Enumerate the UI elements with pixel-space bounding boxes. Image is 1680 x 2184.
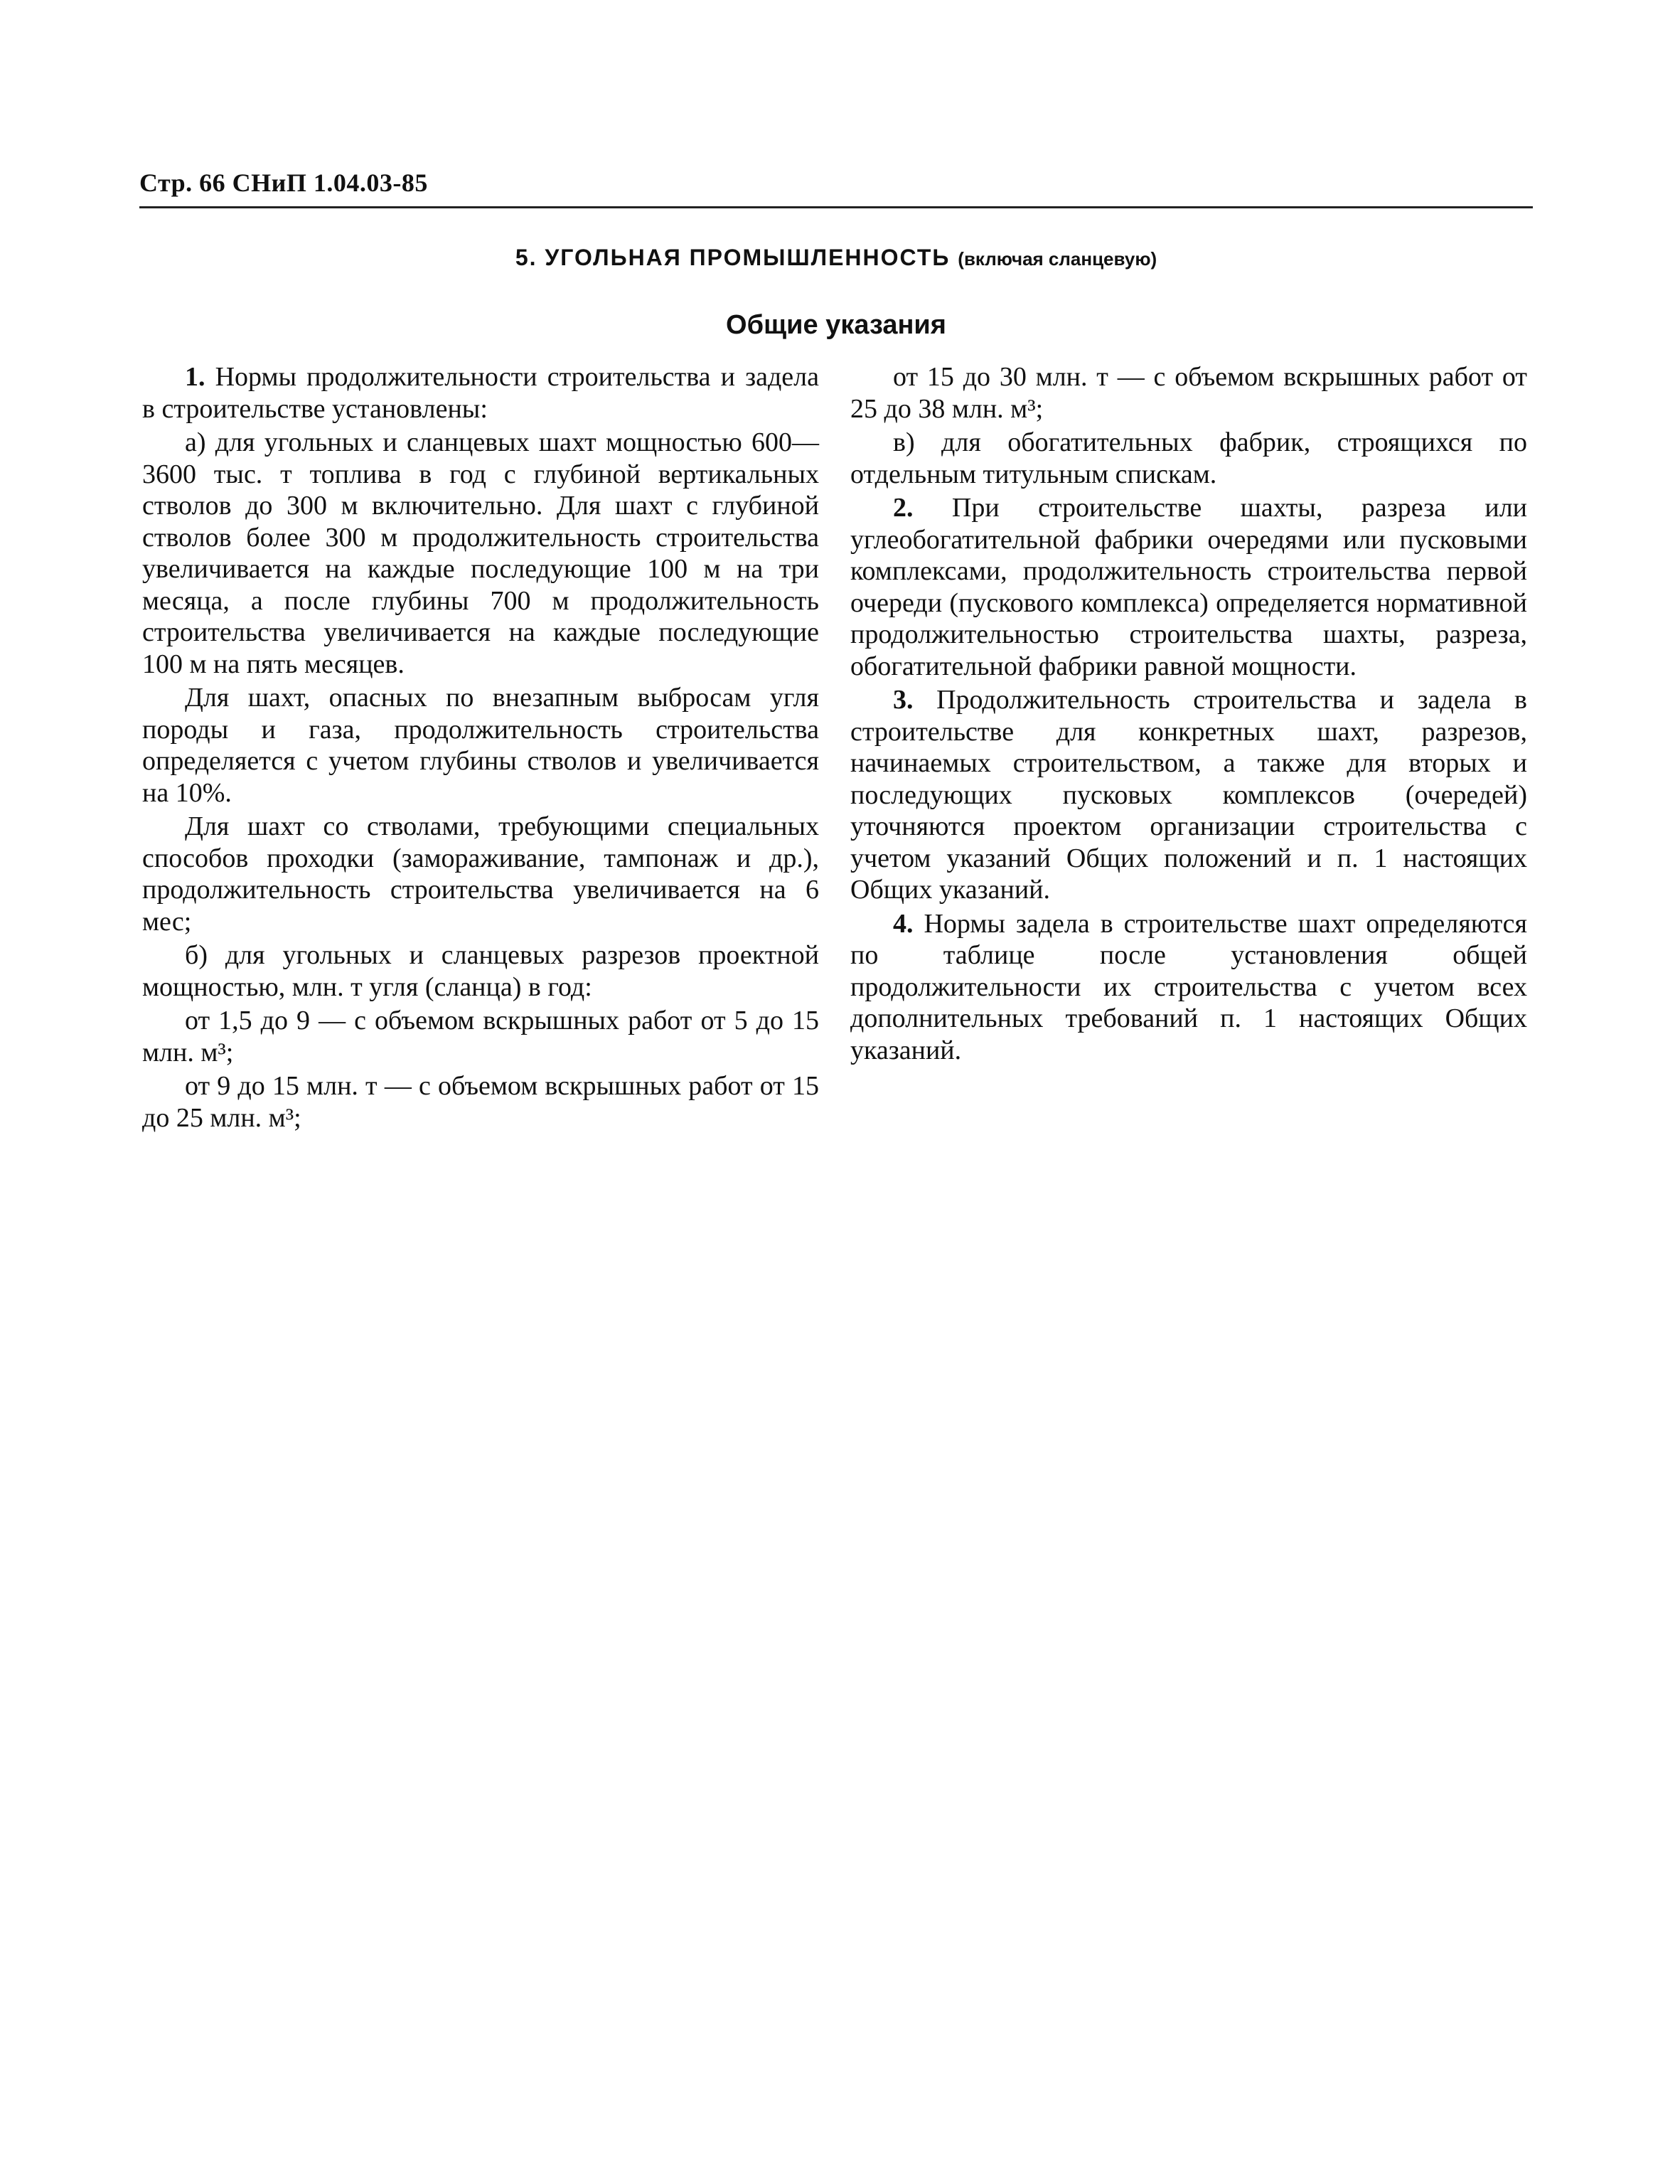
- left-column: [142, 361, 819, 1136]
- paragraph-1a-special-sinking: Для шахт со стволами, требующими специальных способов проходки (замораживание, тампонаж и др.), продолжительность строительства увеличивается на 6 мес;: [142, 811, 819, 937]
- paragraph-1-number: 1.: [185, 362, 205, 392]
- paragraph-1b: б) для угольных и сланцевых разрезов проектной мощностью, млн. т угля (сланца) в год:: [142, 940, 819, 1002]
- paragraph-2: [850, 492, 1527, 682]
- paragraph-1b-range-2: от 9 до 15 млн. т — с объемом вскрышных работ от 15 до 25 млн. м³;: [142, 1071, 819, 1133]
- subsection-title: Общие указания: [726, 310, 946, 340]
- paragraph-4-text: Нормы задела в строительстве шахт определяются по таблице после установления общей продолжительности их строительства с учетом всех дополнительных требований п. 1 настоящих Общих указаний.: [850, 908, 1527, 1065]
- page-header: Стр. 66 СНиП 1.04.03-85: [139, 169, 428, 197]
- paragraph-4: [850, 908, 1527, 1067]
- section-title: [139, 245, 1533, 271]
- paragraph-3-text: Продолжительность строительства и задела в строительстве для конкретных шахт, разрезов, начинаемых строительством, а также для вторых и последующих пусковых комплексов (очередей) уточняются проектом организации строительства с учетом указаний Общих положений и п. 1 настоящих Общих указаний.: [850, 685, 1527, 905]
- right-column: [850, 361, 1527, 1068]
- paragraph-1a: а) для угольных и сланцевых шахт мощностью 600—3600 тыс. т топлива в год с глубиной вертикальных стволов до 300 м включительно. Для шахт с глубиной стволов более 300 м продолжительность строительства увеличивается на каждые последующие 100 м на три месяца, а после глубины 700 м продолжительность строительства увеличивается на каждые последующие 100 м на пять месяцев.: [142, 427, 819, 679]
- section-title-main: 5. УГОЛЬНАЯ ПРОМЫШЛЕННОСТЬ: [515, 245, 951, 270]
- paragraph-1a-outbursts: Для шахт, опасных по внезапным выбросам угля породы и газа, продолжительность строительства определяется с учетом глубины стволов и увеличивается на 10%.: [142, 683, 819, 808]
- paragraph-1-text: Нормы продолжительности строительства и задела в строительстве установлены:: [142, 362, 819, 424]
- section-title-sub: (включая сланцевую): [958, 248, 1157, 270]
- paragraph-1b-range-1: от 1,5 до 9 — с объемом вскрышных работ от 5 до 15 млн. м³;: [142, 1006, 819, 1067]
- paragraph-4-number: 4.: [893, 908, 914, 939]
- paragraph-2-number: 2.: [893, 493, 914, 523]
- paragraph-2-text: При строительстве шахты, разреза или углеобогатительной фабрики очередями или пусковыми комплексами, продолжительность строительства первой очереди (пускового комплекса) определяется нормативной продолжительностью строительства шахты, разреза, обогатительной фабрики равной мощности.: [850, 493, 1527, 681]
- paragraph-3: [850, 684, 1527, 906]
- header-rule: [139, 206, 1533, 208]
- paragraph-1: [142, 361, 819, 425]
- paragraph-3-number: 3.: [893, 685, 914, 715]
- paragraph-1c: в) для обогатительных фабрик, строящихся по отдельным титульным спискам.: [850, 427, 1527, 489]
- paragraph-1b-range-3: от 15 до 30 млн. т — с объемом вскрышных работ от 25 до 38 млн. м³;: [850, 362, 1527, 424]
